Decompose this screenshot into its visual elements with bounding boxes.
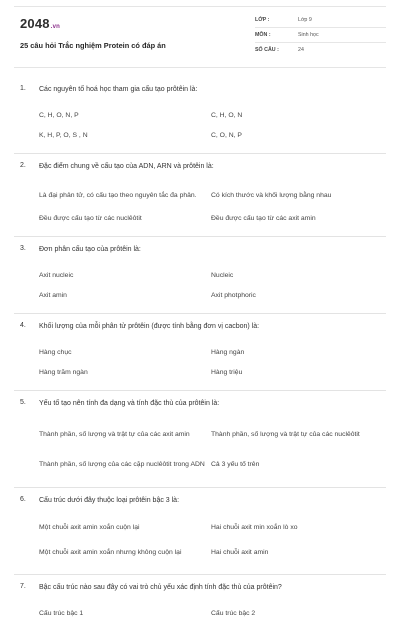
worksheet-header xyxy=(14,6,386,68)
question-1 xyxy=(14,85,386,154)
question-number: 2. xyxy=(20,162,26,169)
divider xyxy=(14,487,386,488)
divider xyxy=(14,153,386,154)
question-3 xyxy=(14,245,386,314)
divider xyxy=(14,574,386,575)
meta-label: MÔN : xyxy=(255,32,271,38)
answer-option[interactable]: Axit nucleic xyxy=(39,271,74,279)
logo-text: 2048 xyxy=(20,16,50,31)
page-title: 25 câu hỏi Trắc nghiệm Protein có đáp án xyxy=(20,41,166,50)
answer-option[interactable]: Thành phần, số lượng và trật tự của các nuclêôtit xyxy=(211,430,360,438)
question-number: 6. xyxy=(20,496,26,503)
answer-option[interactable]: C, O, N, P xyxy=(211,131,242,139)
question-text: Các nguyên tố hoá học tham gia cấu tạo prôtêin là: xyxy=(39,86,198,93)
site-logo[interactable] xyxy=(20,16,60,31)
question-number: 4. xyxy=(20,322,26,329)
answer-option[interactable]: Hàng triệu xyxy=(211,368,243,376)
answer-option[interactable]: Thành phần, số lượng của các cặp nuclêôtit trong ADN xyxy=(39,460,205,468)
question-5 xyxy=(14,399,386,488)
question-text: Yếu tố tạo nên tính đa dạng và tính đặc thù của prôtêin là: xyxy=(39,400,220,407)
answer-option[interactable]: Cấu trúc bậc 1 xyxy=(39,609,84,617)
answer-option[interactable]: Nucleic xyxy=(211,271,234,279)
meta-table xyxy=(255,13,386,57)
question-text: Khối lượng của mỗi phân tử prôtêin (được tính bằng đơn vị cacbon) là: xyxy=(39,323,260,330)
answer-option[interactable]: Cả 3 yếu tố trên xyxy=(211,460,260,468)
divider xyxy=(14,313,386,314)
answer-option[interactable]: Hàng trăm ngàn xyxy=(39,368,88,376)
answer-option[interactable]: Hàng ngàn xyxy=(211,348,245,356)
question-list xyxy=(14,68,386,623)
meta-row-count xyxy=(255,43,386,57)
answer-option[interactable]: Hai chuỗi axit min xoắn lò xo xyxy=(211,523,298,531)
answer-option[interactable]: Hàng chục xyxy=(39,348,72,356)
answer-option[interactable]: Axit amin xyxy=(39,291,67,299)
meta-value: Lớp 9 xyxy=(298,17,312,23)
question-4 xyxy=(14,322,386,391)
logo-suffix: .vn xyxy=(50,24,61,30)
answer-option[interactable]: Một chuỗi axit amin xoắn nhưng không cuộn lại xyxy=(39,548,182,556)
question-6 xyxy=(14,496,386,575)
meta-row-grade xyxy=(255,13,386,28)
answer-option[interactable]: K, H, P, O, S , N xyxy=(39,131,88,139)
answer-option[interactable]: Cấu trúc bậc 2 xyxy=(211,609,256,617)
divider xyxy=(14,390,386,391)
question-2 xyxy=(14,162,386,237)
answer-option[interactable]: C, H, O, N xyxy=(211,111,243,119)
divider xyxy=(14,236,386,237)
question-number: 7. xyxy=(20,583,26,590)
question-text: Cấu trúc dưới đây thuộc loại prôtêin bậc 3 là: xyxy=(39,497,180,504)
question-number: 1. xyxy=(20,85,26,92)
meta-label: LỚP : xyxy=(255,17,270,23)
worksheet xyxy=(14,6,386,623)
meta-value: Sinh học xyxy=(298,32,319,38)
meta-row-subject xyxy=(255,28,386,43)
answer-option[interactable]: Một chuỗi axit amin xoắn cuộn lại xyxy=(39,523,140,531)
answer-option[interactable]: Thành phần, số lượng và trật tự của các axit amin xyxy=(39,430,190,438)
question-text: Bậc cấu trúc nào sau đây có vai trò chủ yếu xác định tính đặc thù của prôtêin? xyxy=(39,584,282,591)
answer-option[interactable]: Hai chuỗi axit amin xyxy=(211,548,269,556)
answer-option[interactable]: Có kích thước và khối lượng bằng nhau xyxy=(211,191,332,199)
question-text: Đặc điểm chung về cấu tạo của ADN, ARN và prôtêin là: xyxy=(39,163,214,170)
answer-option[interactable]: Axit photphoric xyxy=(211,291,256,299)
question-text: Đơn phân cấu tạo của prôtêin là: xyxy=(39,246,141,253)
question-7 xyxy=(14,583,386,623)
question-number: 5. xyxy=(20,399,26,406)
meta-label: SỐ CÂU : xyxy=(255,47,279,53)
answer-option[interactable]: Là đại phân tử, có cấu tạo theo nguyên tắc đa phân. xyxy=(39,191,197,199)
meta-value: 24 xyxy=(298,47,304,53)
answer-option[interactable]: C, H, O, N, P xyxy=(39,111,79,119)
answer-option[interactable]: Đều được cấu tạo từ các nuclêôtit xyxy=(39,214,142,222)
answer-option[interactable]: Đều được cấu tạo từ các axit amin xyxy=(211,214,316,222)
question-number: 3. xyxy=(20,245,26,252)
